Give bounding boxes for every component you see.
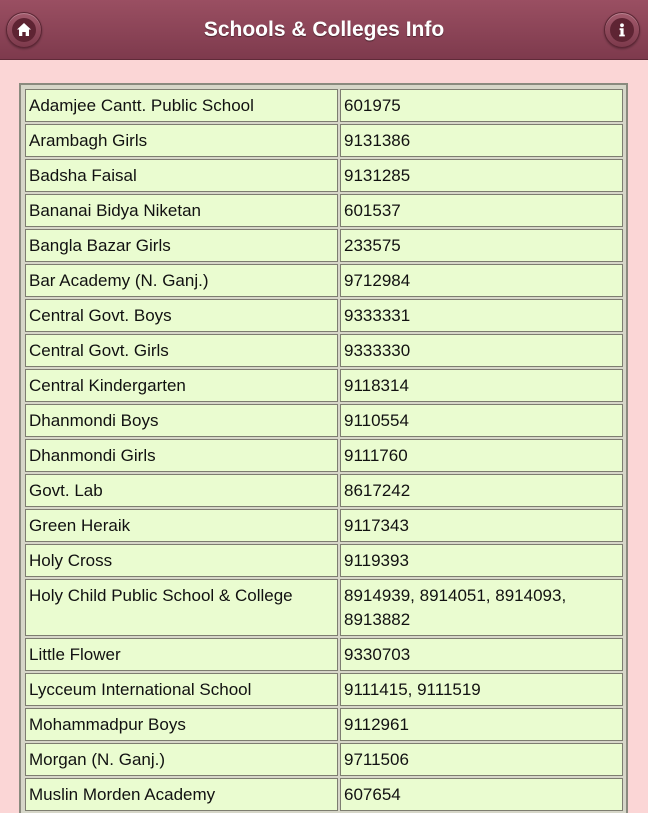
- school-name-cell: Dhanmondi Girls: [25, 439, 338, 472]
- school-name-cell: Badsha Faisal: [25, 159, 338, 192]
- school-name-cell: Central Govt. Girls: [25, 334, 338, 367]
- phone-cell: 9330703: [340, 638, 623, 671]
- school-name-cell: Adamjee Cantt. Public School: [25, 89, 338, 122]
- phone-cell: 607654: [340, 778, 623, 811]
- school-name-cell: Govt. Lab: [25, 474, 338, 507]
- phone-cell: 9712984: [340, 264, 623, 297]
- table-row[interactable]: [25, 509, 623, 542]
- table-row[interactable]: [25, 743, 623, 776]
- school-name-cell: Holy Child Public School & College: [25, 579, 338, 636]
- school-name-cell: Arambagh Girls: [25, 124, 338, 157]
- table-row[interactable]: [25, 89, 623, 122]
- phone-cell: 9111415, 9111519: [340, 673, 623, 706]
- phone-cell: 9112961: [340, 708, 623, 741]
- table-row[interactable]: [25, 544, 623, 577]
- phone-cell: 601975: [340, 89, 623, 122]
- table-row[interactable]: [25, 673, 623, 706]
- info-button[interactable]: [604, 12, 640, 48]
- school-name-cell: Mohammadpur Boys: [25, 708, 338, 741]
- schools-table-body: [25, 89, 623, 811]
- schools-table: [19, 83, 628, 813]
- table-row[interactable]: [25, 579, 623, 636]
- school-name-cell: Dhanmondi Boys: [25, 404, 338, 437]
- table-row[interactable]: [25, 159, 623, 192]
- school-name-cell: Bananai Bidya Niketan: [25, 194, 338, 227]
- phone-cell: 8617242: [340, 474, 623, 507]
- school-name-cell: Green Heraik: [25, 509, 338, 542]
- phone-cell: 601537: [340, 194, 623, 227]
- school-name-cell: Bangla Bazar Girls: [25, 229, 338, 262]
- table-row[interactable]: [25, 299, 623, 332]
- school-name-cell: Bar Academy (N. Ganj.): [25, 264, 338, 297]
- school-name-cell: Central Kindergarten: [25, 369, 338, 402]
- phone-cell: 9110554: [340, 404, 623, 437]
- table-row[interactable]: [25, 474, 623, 507]
- school-name-cell: Lycceum International School: [25, 673, 338, 706]
- phone-cell: 9333331: [340, 299, 623, 332]
- page-title: Schools & Colleges Info: [203, 18, 445, 41]
- phone-cell: 9118314: [340, 369, 623, 402]
- info-icon: [610, 18, 634, 42]
- table-row[interactable]: [25, 264, 623, 297]
- phone-cell: 9117343: [340, 509, 623, 542]
- phone-cell: 9111760: [340, 439, 623, 472]
- table-row[interactable]: [25, 334, 623, 367]
- table-row[interactable]: [25, 404, 623, 437]
- phone-cell: 9119393: [340, 544, 623, 577]
- phone-cell: 9333330: [340, 334, 623, 367]
- school-name-cell: Holy Cross: [25, 544, 338, 577]
- school-name-cell: Little Flower: [25, 638, 338, 671]
- phone-cell: 233575: [340, 229, 623, 262]
- table-row[interactable]: [25, 638, 623, 671]
- table-row[interactable]: [25, 369, 623, 402]
- table-row[interactable]: [25, 439, 623, 472]
- table-row[interactable]: [25, 708, 623, 741]
- phone-cell: 9131285: [340, 159, 623, 192]
- school-name-cell: Muslin Morden Academy: [25, 778, 338, 811]
- table-row[interactable]: [25, 194, 623, 227]
- phone-cell: 9711506: [340, 743, 623, 776]
- school-name-cell: Central Govt. Boys: [25, 299, 338, 332]
- table-row[interactable]: [25, 229, 623, 262]
- phone-cell: 8914939, 8914051, 8914093, 8913882: [340, 579, 623, 636]
- school-name-cell: Morgan (N. Ganj.): [25, 743, 338, 776]
- table-row[interactable]: [25, 778, 623, 811]
- table-row[interactable]: [25, 124, 623, 157]
- header-bar: [0, 0, 648, 60]
- phone-cell: 9131386: [340, 124, 623, 157]
